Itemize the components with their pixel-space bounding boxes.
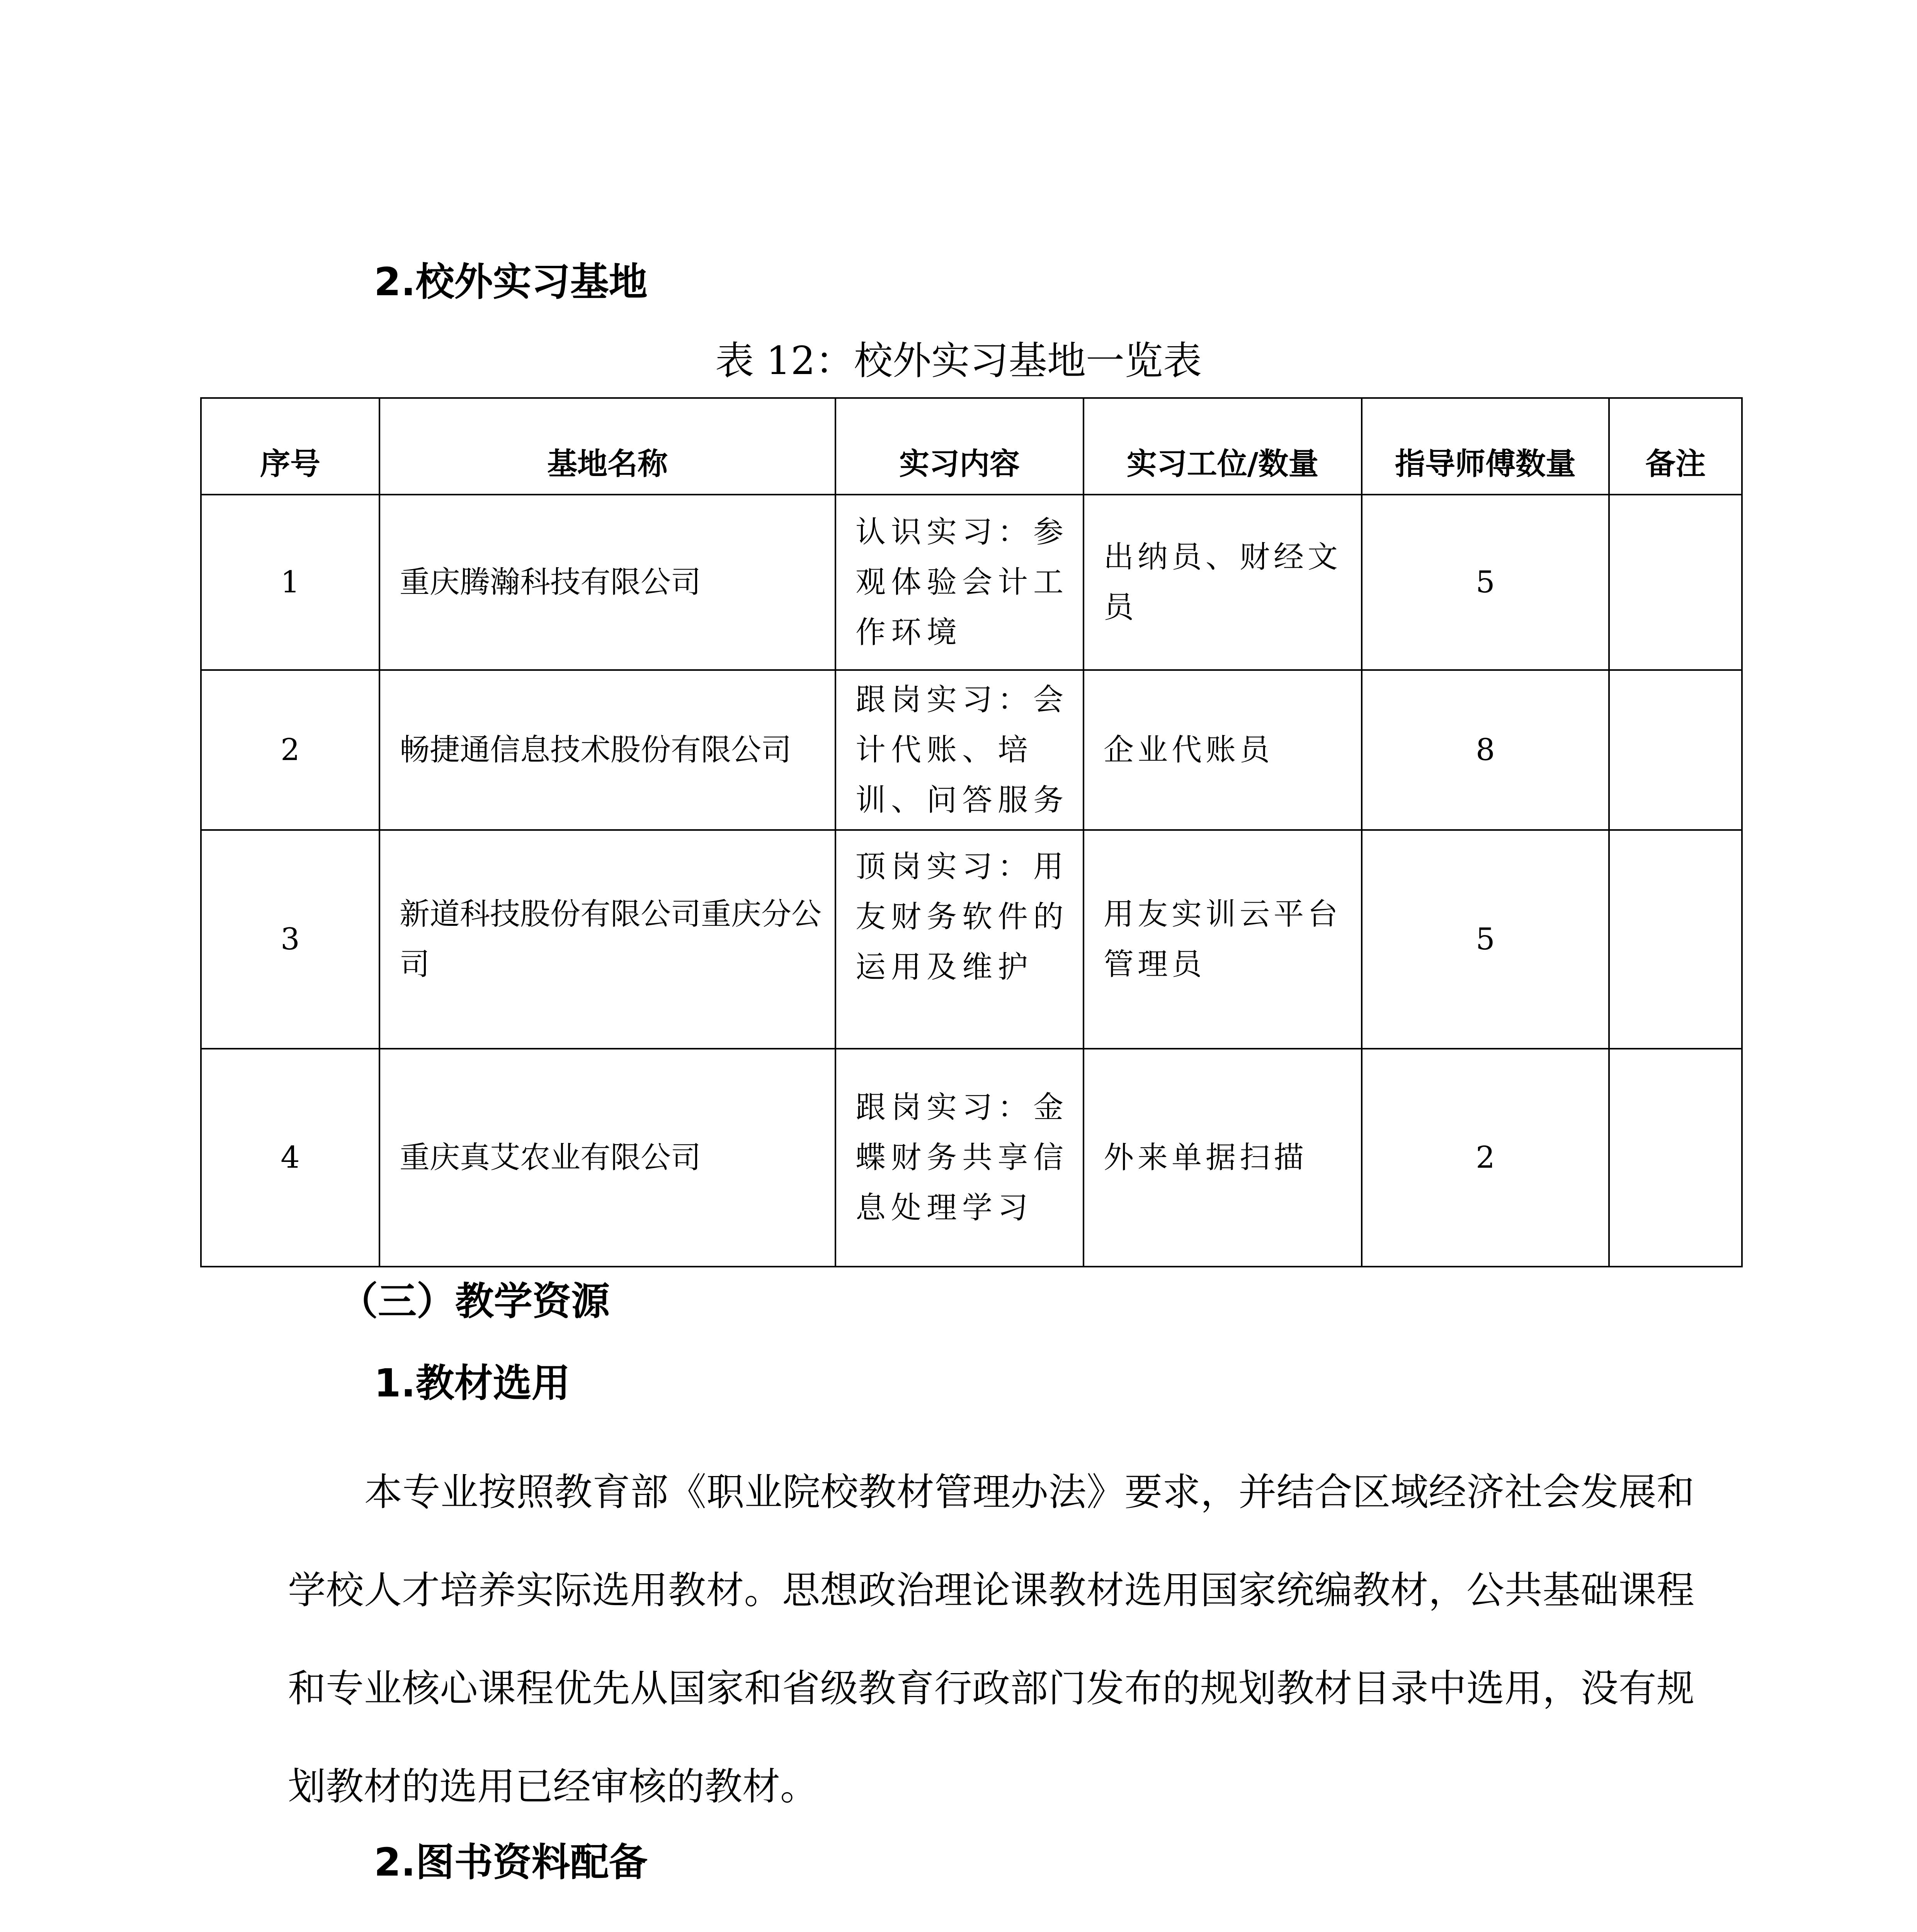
- header-mentor-count: 指导师傅数量: [1362, 398, 1609, 495]
- cell-post: 用友实训云平台管理员: [1084, 830, 1362, 1049]
- cell-content: 跟岗实习：金蝶财务共享信息处理学习: [835, 1049, 1084, 1267]
- cell-content: 顶岗实习：用友财务软件的运用及维护: [835, 830, 1084, 1049]
- table-row: [201, 670, 1742, 830]
- header-note: 备注: [1609, 398, 1742, 495]
- table-caption: 表 12：校外实习基地一览表: [715, 338, 1202, 383]
- cell-note: [1609, 1049, 1742, 1267]
- cell-index: 3: [201, 830, 379, 1049]
- cell-base-name: 重庆腾瀚科技有限公司: [379, 495, 835, 670]
- section3-title: （三）教学资源: [339, 1279, 610, 1324]
- cell-base-name: 重庆真艾农业有限公司: [379, 1049, 835, 1267]
- cell-mentor-count: 8: [1362, 670, 1609, 830]
- cell-mentor-count: 5: [1362, 495, 1609, 670]
- cell-mentor-count: 2: [1362, 1049, 1609, 1267]
- section-title: 2.校外实习基地: [374, 259, 648, 304]
- header-post: 实习工位/数量: [1084, 398, 1362, 495]
- cell-base-name: 畅捷通信息技术股份有限公司: [379, 670, 835, 830]
- table-row: [201, 495, 1742, 670]
- cell-index: 1: [201, 495, 379, 670]
- header-content: 实习内容: [835, 398, 1084, 495]
- textbook-paragraph: 本专业按照教育部《职业院校教材管理办法》要求，并结合区域经济社会发展和学校人才培养实际选用教材。思想政治理论课教材选用国家统编教材，公共基础课程和专业核心课程优先从国家和省级教育行政部门发布的规划教材目录中选用，没有规划教材的选用已经审核的教材。: [288, 1470, 1694, 1809]
- cell-post: 外来单据扫描: [1084, 1049, 1362, 1267]
- table-row: [201, 1049, 1742, 1267]
- library-paragraph: [288, 1923, 1694, 1932]
- internship-base-table: [200, 397, 1743, 1267]
- cell-post: 企业代账员: [1084, 670, 1362, 830]
- cell-note: [1609, 830, 1742, 1049]
- cell-base-name: 新道科技股份有限公司重庆分公司: [379, 830, 835, 1049]
- cell-content: 跟岗实习：会计代账、培训、问答服务: [835, 670, 1084, 830]
- cell-post: 出纳员、财经文员: [1084, 495, 1362, 670]
- cell-note: [1609, 495, 1742, 670]
- table-row: [201, 830, 1742, 1049]
- cell-mentor-count: 5: [1362, 830, 1609, 1049]
- cell-index: 4: [201, 1049, 379, 1267]
- header-base-name: 基地名称: [379, 398, 835, 495]
- subsection-library-title: 2.图书资料配备: [374, 1840, 648, 1885]
- table-header-row: [201, 398, 1742, 495]
- header-index: 序号: [201, 398, 379, 495]
- subsection-textbook-title: 1.教材选用: [374, 1361, 570, 1406]
- cell-note: [1609, 670, 1742, 830]
- cell-content: 认识实习：参观体验会计工作环境: [835, 495, 1084, 670]
- cell-index: 2: [201, 670, 379, 830]
